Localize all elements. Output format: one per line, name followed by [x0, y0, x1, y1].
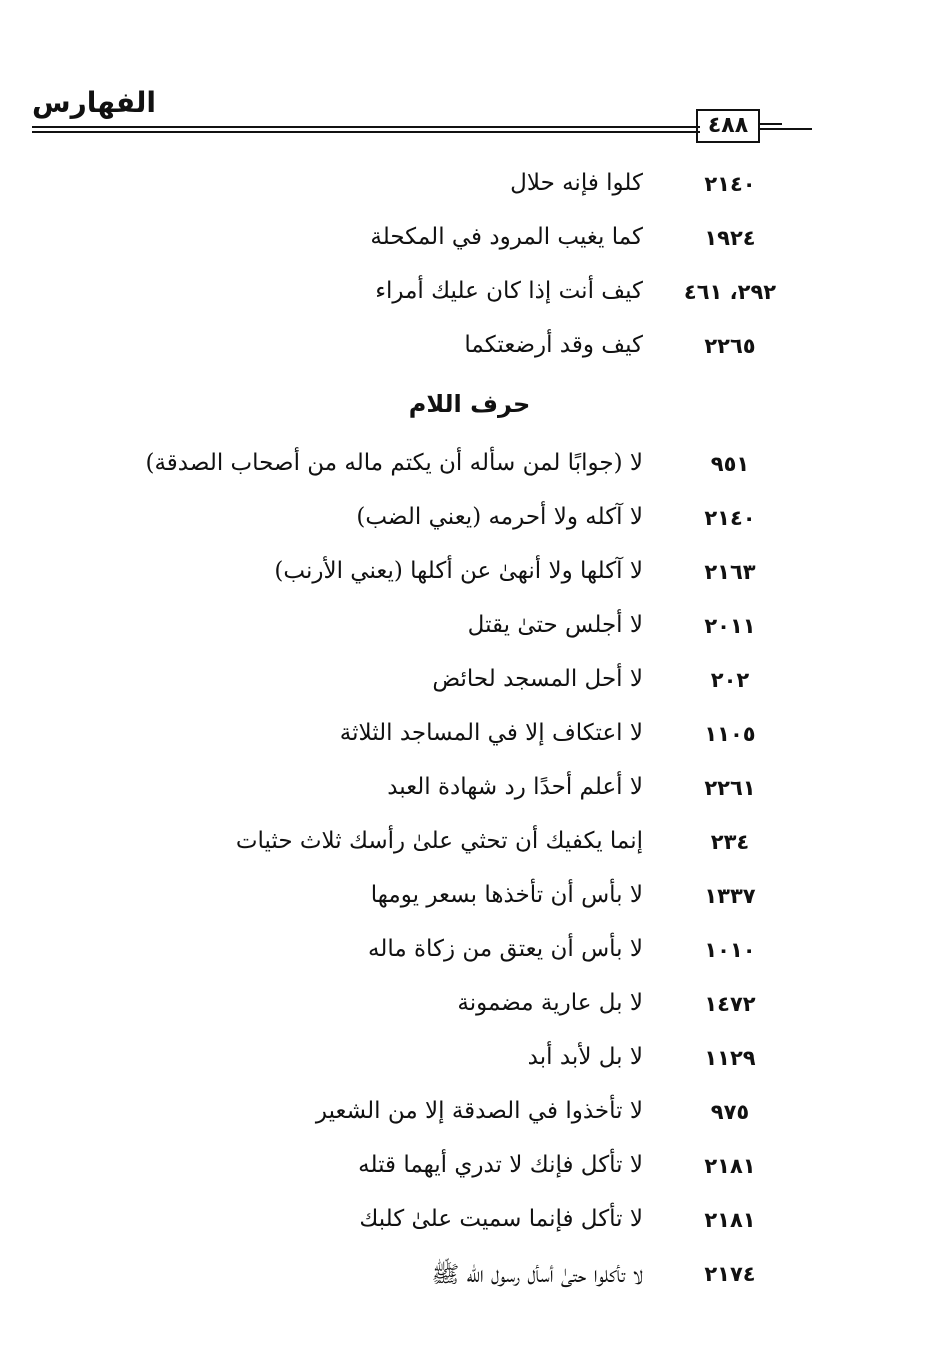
index-entry	[0, 1196, 939, 1250]
header-rule	[32, 126, 700, 128]
entry-ref: ١٣٣٧	[704, 884, 756, 908]
entry-text: لا اعتكاف إلا في المساجد الثلاثة	[339, 720, 643, 746]
index-entry	[0, 818, 939, 872]
entry-ref: ٢١٦٣	[704, 560, 756, 584]
header-rule	[760, 123, 782, 125]
entry-text: لا بأس أن يعتق من زكاة ماله	[368, 936, 643, 962]
index-entry	[0, 440, 939, 494]
entry-text: لا بل لأبد أبد	[527, 1044, 643, 1070]
page-number: ٤٨٨	[696, 109, 760, 143]
entry-ref: ٢١٧٤	[704, 1262, 756, 1286]
index-entry	[0, 1142, 939, 1196]
entry-ref: ١١٢٩	[704, 1046, 756, 1070]
running-title: الفهارس	[32, 86, 157, 119]
index-entry	[0, 1250, 939, 1304]
entry-ref: ٢١٨١	[704, 1154, 756, 1178]
entry-ref: ٢٩٢، ٤٦١	[683, 280, 777, 304]
entry-text: لا بأس أن تأخذها بسعر يومها	[370, 882, 643, 908]
entry-text: لا تأكل فإنما سميت علىٰ كلبك	[359, 1206, 643, 1232]
entry-ref: ٢٠٢	[710, 668, 750, 692]
entry-text: لا أحل المسجد لحائض	[432, 666, 643, 692]
index-entry	[0, 602, 939, 656]
entry-ref: ١٠١٠	[704, 938, 756, 962]
index-entry	[0, 160, 939, 214]
entry-ref: ١٩٢٤	[704, 226, 756, 250]
index-entry	[0, 1034, 939, 1088]
index-entry	[0, 872, 939, 926]
entry-ref: ٢١٨١	[704, 1208, 756, 1232]
index-entry	[0, 764, 939, 818]
entry-text: لا آكلها ولا أنهىٰ عن أكلها (يعني الأرنب)	[274, 558, 643, 584]
entry-text: لا أجلس حتىٰ يقتل	[467, 612, 643, 638]
index-entry	[0, 548, 939, 602]
section-heading: حرف اللام	[408, 390, 531, 418]
entry-ref: ٩٥١	[710, 452, 750, 476]
entry-text: لا تأكلوا حتىٰ أسأل رسول الله ﷺ	[431, 1262, 643, 1288]
entry-ref: ٢٢٦٥	[704, 334, 756, 358]
index-entry	[0, 214, 939, 268]
index-entry	[0, 322, 939, 376]
index-entry	[0, 1088, 939, 1142]
entry-text: لا أعلم أحدًا رد شهادة العبد	[387, 774, 643, 800]
index-entry	[0, 980, 939, 1034]
index-entry	[0, 494, 939, 548]
entry-text: كيف أنت إذا كان عليك أمراء	[375, 278, 643, 304]
entry-text: إنما يكفيك أن تحثي علىٰ رأسك ثلاث حثيات	[235, 828, 643, 854]
entry-ref: ٢٠١١	[704, 614, 756, 638]
entry-ref: ٢١٤٠	[704, 506, 756, 530]
entry-text: لا (جوابًا لمن سأله أن يكتم ماله من أصحاب الصدقة)	[145, 450, 643, 476]
entry-text: لا آكله ولا أحرمه (يعني الضب)	[356, 504, 643, 530]
entry-ref: ٢٢٦١	[704, 776, 756, 800]
index-entry	[0, 656, 939, 710]
entry-ref: ١٤٧٢	[704, 992, 756, 1016]
entry-text: لا تأكل فإنك لا تدري أيهما قتله	[358, 1152, 643, 1178]
index-entry	[0, 268, 939, 322]
header-rule	[32, 131, 700, 133]
entry-ref: ٩٧٥	[710, 1100, 750, 1124]
index-entry	[0, 710, 939, 764]
entry-text: كيف وقد أرضعتكما	[464, 332, 643, 358]
entry-ref: ١١٠٥	[704, 722, 756, 746]
entry-text: كما يغيب المرود في المكحلة	[370, 224, 643, 250]
header-rule	[760, 128, 812, 130]
entry-ref: ٢٣٤	[710, 830, 750, 854]
entry-text: لا بل عارية مضمونة	[457, 990, 643, 1016]
entry-text: لا تأخذوا في الصدقة إلا من الشعير	[315, 1098, 643, 1124]
index-entry	[0, 926, 939, 980]
page-header	[0, 0, 939, 150]
entry-ref: ٢١٤٠	[704, 172, 756, 196]
entry-text: كلوا فإنه حلال	[510, 170, 643, 196]
